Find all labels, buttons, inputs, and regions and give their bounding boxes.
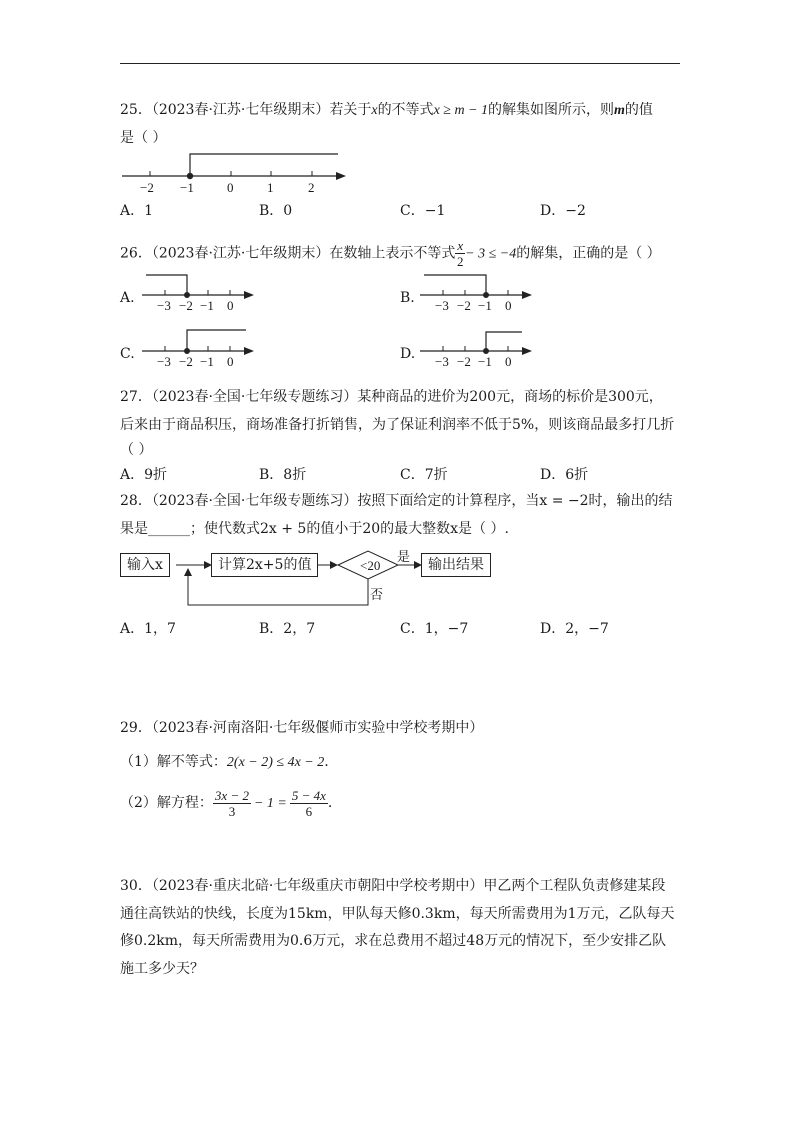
q25-stem-part: 的不等式: [377, 102, 434, 118]
q26-option-c[interactable]: C.: [120, 346, 135, 362]
q25-stem-line2: 是（ ）: [120, 130, 167, 146]
tick-label: 0: [227, 180, 234, 195]
q25-var-m: m: [614, 103, 625, 118]
tick-label: −1: [200, 298, 214, 313]
tick-label: 0: [505, 354, 512, 369]
tick-label: 0: [227, 354, 234, 369]
q30-stem-line4: 施工多少天？: [120, 961, 204, 977]
q25-stem-part: 25．（2023春·江苏·七年级期末）若关于: [120, 102, 372, 118]
arrow-head: [184, 568, 192, 576]
tick-label: −2: [179, 298, 193, 313]
fraction-numerator: 5 − 4x: [291, 787, 326, 803]
tick-label: −2: [457, 298, 471, 313]
q29-stem: 29．（2023春·河南洛阳·七年级偃师市实验中学校考期中）: [120, 720, 484, 736]
q28-stem-line1: 28．（2023春·全国·七年级专题练习）按照下面给定的计算程序，当x = −2时，输出的结: [120, 493, 673, 509]
q26-option-b-number-line[interactable]: [418, 270, 543, 313]
solution-bracket: [486, 332, 522, 351]
q26-inequality: − 3 ≤ −4: [465, 246, 517, 262]
loop-line: [188, 574, 368, 605]
q25-option-c[interactable]: C．−1: [400, 203, 446, 219]
q29-equation-middle: − 1 =: [253, 796, 287, 811]
solid-point: [187, 173, 193, 179]
q25-option-d[interactable]: D．−2: [540, 203, 586, 219]
q25-inequality: x ≥ m − 1: [433, 103, 489, 118]
tick-label: −3: [157, 354, 171, 369]
q25-stem-part: 的解集如图所示，则: [488, 102, 615, 118]
tick-label: 2: [308, 180, 315, 195]
q27-option-c[interactable]: C．7折: [400, 467, 448, 483]
q28-stem-line2: 果是______；使代数式2x + 5的值小于20的最大整数x是（ ）.: [120, 521, 509, 537]
q27-stem-line2: 后来由于商品积压，商场准备打折销售，为了保证利润率不低于5%，则该商品最多打几折: [120, 417, 675, 433]
q26-stem-part: 26．（2023春·江苏·七年级期末）在数轴上表示不等式: [120, 245, 456, 262]
tick-label: −2: [457, 354, 471, 369]
q25-number-line: [118, 150, 358, 195]
q27-option-a[interactable]: A．9折: [120, 467, 168, 483]
q29-fraction-2: [290, 788, 328, 819]
q25-stem-part: 的值: [624, 102, 653, 118]
q26-stem: [120, 238, 661, 269]
q29-part1: [120, 752, 329, 773]
tick-label: −3: [435, 354, 449, 369]
flow-output-box: 输出结果: [421, 553, 491, 577]
tick-label: −2: [140, 180, 154, 195]
q26-option-b[interactable]: B.: [400, 290, 415, 306]
q28-option-c[interactable]: C．1，−7: [400, 621, 469, 637]
q26-option-a[interactable]: A.: [120, 290, 135, 306]
solution-bracket: [424, 275, 486, 295]
decision-label: <20: [360, 558, 381, 573]
fraction-numerator: x: [457, 238, 464, 253]
q27-stem-line1: 27．（2023春·全国·七年级专题练习）某种商品的进价为200元，商场的标价是300元，: [120, 389, 663, 405]
q25-stem: [120, 100, 653, 121]
q29-part2: [120, 786, 332, 821]
tick-label: −1: [478, 298, 492, 313]
tick-label: −2: [179, 354, 193, 369]
q26-option-c-number-line[interactable]: [140, 326, 265, 369]
solution-bracket: [190, 154, 338, 176]
q29-part1-inequality: 2(x − 2) ≤ 4x − 2: [226, 755, 325, 770]
header-rule: [120, 63, 680, 64]
tick-label: 0: [505, 298, 512, 313]
q29-part1-end: .: [324, 754, 329, 770]
q28-option-a[interactable]: A．1，7: [120, 621, 176, 637]
q29-part1-label: （1）解不等式：: [120, 754, 227, 770]
tick-label: −3: [435, 298, 449, 313]
q27-stem-line3: （ ）: [120, 442, 153, 458]
q25-var-x: x: [371, 103, 378, 118]
flow-yes-label: 是: [397, 550, 411, 565]
arrow-head: [330, 561, 338, 569]
fraction-denominator: 3: [228, 803, 236, 819]
q30-stem-line1: 30．（2023春·重庆北碚·七年级重庆市朝阳中学校考期中）甲乙两个工程队负责修建某段: [120, 878, 666, 894]
tick-label: 1: [267, 180, 274, 195]
q30-stem-line2: 通往高铁站的快线，长度为15km，甲队每天修0.3km，每天所需费用为1万元，乙队每天: [120, 906, 675, 922]
tick-label: −1: [180, 180, 194, 195]
flow-no-label: 否: [370, 588, 384, 603]
q27-option-d[interactable]: D．6折: [540, 467, 589, 483]
fraction-denominator: 6: [305, 803, 313, 819]
q27-option-b[interactable]: B．8折: [259, 467, 307, 483]
q25-option-b[interactable]: B．0: [259, 203, 293, 219]
axis-arrow: [522, 347, 532, 355]
fraction-denominator: 2: [456, 254, 464, 269]
q25-option-a[interactable]: A．1: [120, 203, 154, 219]
solution-bracket: [187, 330, 246, 351]
flow-input-box: 输入x: [120, 553, 170, 577]
q30-stem-line3: 修0.2km，每天所需费用为0.6万元，求在总费用不超过48万元的情况下，至少安排乙队: [120, 933, 667, 949]
axis-arrow: [522, 291, 532, 299]
q28-option-d[interactable]: D．2，−7: [540, 621, 609, 637]
q26-stem-part: 的解集，正确的是（ ）: [516, 245, 661, 262]
q29-part2-label: （2）解方程：: [120, 795, 213, 811]
fraction-numerator: 3x − 2: [214, 787, 249, 803]
q26-fraction: [455, 238, 465, 269]
solution-bracket: [146, 275, 187, 295]
tick-label: −1: [200, 354, 214, 369]
tick-label: −1: [478, 354, 492, 369]
q29-fraction-1: [213, 788, 251, 819]
q28-option-b[interactable]: B．2，7: [259, 621, 316, 637]
q29-part2-end: .: [327, 795, 333, 811]
axis-arrow: [244, 347, 254, 355]
q26-option-d[interactable]: D.: [400, 346, 416, 362]
flow-compute-box: 计算2x+5的值: [211, 553, 318, 577]
q26-option-d-number-line[interactable]: [418, 326, 543, 369]
q26-option-a-number-line[interactable]: [140, 270, 265, 313]
tick-label: 0: [227, 298, 234, 313]
axis-arrow: [336, 172, 346, 180]
axis-arrow: [244, 291, 254, 299]
tick-label: −3: [157, 298, 171, 313]
